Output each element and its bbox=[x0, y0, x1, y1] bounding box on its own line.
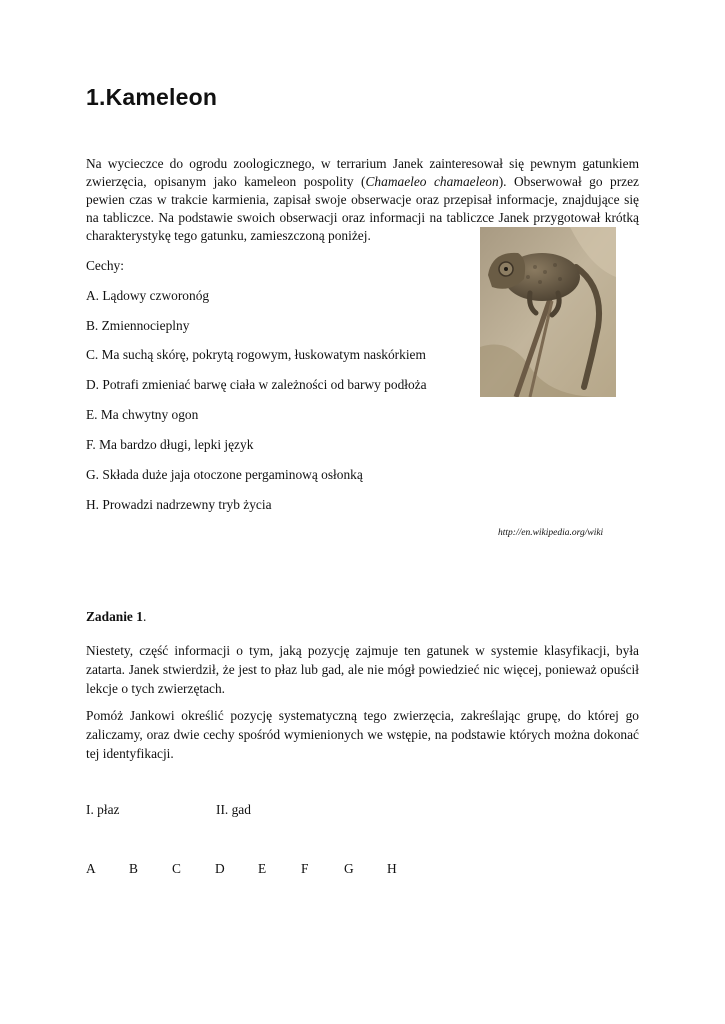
page-title: 1.Kameleon bbox=[86, 84, 218, 110]
trait-item-b: B. Zmiennocieplny bbox=[86, 318, 190, 333]
group-option-amphibian[interactable]: I. płaz bbox=[86, 802, 120, 817]
species-latin-name: Chamaeleo chamaeleon bbox=[365, 174, 499, 189]
trait-item-a: A. Lądowy czworonóg bbox=[86, 288, 210, 303]
answer-letter-h[interactable]: H bbox=[387, 861, 397, 876]
trait-item-h: H. Prowadzi nadrzewny tryb życia bbox=[86, 497, 272, 512]
trait-item-e: E. Ma chwytny ogon bbox=[86, 407, 199, 422]
trait-item-c: C. Ma suchą skórę, pokrytą rogowym, łuskowatym naskórkiem bbox=[86, 347, 426, 362]
trait-item-d: D. Potrafi zmieniać barwę ciała w zależności od barwy podłoża bbox=[86, 377, 427, 392]
answer-letter-d[interactable]: D bbox=[215, 861, 225, 876]
intro-line: Na wycieczce do ogrodu zoologicznego, w terrarium Janek zainteresował się pewnym gatunkiem bbox=[86, 156, 639, 171]
image-source-caption: http://en.wikipedia.org/wiki bbox=[498, 528, 604, 538]
chameleon-photo bbox=[480, 227, 616, 397]
answer-letter-c[interactable]: C bbox=[172, 861, 181, 876]
intro-line-part: ). Obserwował go przez bbox=[498, 174, 640, 189]
task-paragraph-2: Pomóż Jankowi określić pozycję systematyczną tego zwierzęcia, zakreślając grupę, do której go zaliczamy, oraz dwie cechy spośród wymienionych we wstępie, na podstawie których można dokonać tej identyfikacji. bbox=[86, 708, 639, 761]
chameleon-photo-icon bbox=[480, 227, 616, 397]
task-label-suffix: . bbox=[142, 609, 147, 624]
answer-letter-g[interactable]: G bbox=[344, 861, 354, 876]
intro-line: na tabliczce. Na podstawie swoich obserwacji oraz informacji na tabliczce Janek przygotował krótką bbox=[86, 210, 639, 225]
trait-item-g: G. Składa duże jaja otoczone pergaminową osłonką bbox=[86, 467, 363, 482]
intro-line: pewien czas w trakcie karmienia, zapisał swoje obserwacje oraz przepisał informacje, znajdujące się bbox=[86, 192, 639, 207]
group-option-reptile[interactable]: II. gad bbox=[216, 802, 251, 817]
intro-line: charakterystykę tego gatunku, zamieszczoną poniżej. bbox=[86, 228, 371, 243]
task-label: Zadanie 1 bbox=[86, 609, 143, 624]
answer-letter-f[interactable]: F bbox=[301, 861, 309, 876]
answer-letter-e[interactable]: E bbox=[258, 861, 267, 876]
trait-item-f: F. Ma bardzo długi, lepki język bbox=[86, 437, 254, 452]
traits-heading: Cechy: bbox=[86, 258, 124, 273]
intro-line bbox=[86, 173, 639, 191]
intro-line-part: zwierzęcia, opisanym jako kameleon pospolity ( bbox=[86, 174, 366, 189]
task-paragraph-1: Niestety, część informacji o tym, jaką pozycję zajmuje ten gatunek w systemie klasyfikacji, była zatarta. Janek stwierdził, że jest to płaz lub gad, ale nie mógł powiedzieć nic więcej, ponieważ opuścił lekcje o tych zwierzętach. bbox=[86, 643, 639, 696]
answer-letter-b[interactable]: B bbox=[129, 861, 138, 876]
task-heading bbox=[86, 609, 146, 625]
answer-letter-a[interactable]: A bbox=[86, 861, 96, 876]
